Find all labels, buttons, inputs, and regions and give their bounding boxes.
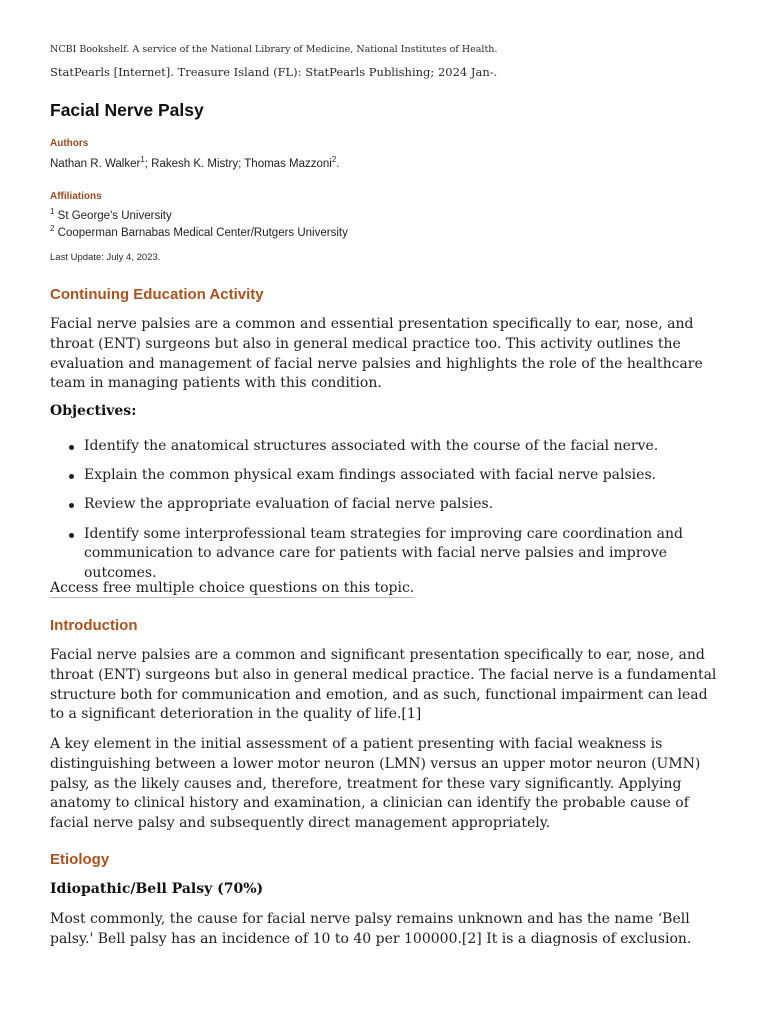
objective-item	[50, 495, 718, 515]
section-heading-continuing-education: Continuing Education Activity	[50, 286, 264, 303]
bullet-icon	[69, 503, 74, 508]
author-separator: .	[336, 158, 340, 170]
author-name[interactable]: Thomas Mazzoni	[244, 158, 332, 170]
section-heading-introduction: Introduction	[50, 617, 138, 634]
mcq-link[interactable]: Access free multiple choice questions on this topic.	[50, 580, 415, 596]
continuing-education-paragraph: Facial nerve palsies are a common and essential presentation specifically to ear, nose, and throat (ENT) surgeons but also in general medical practice too. This activity outlines the evaluation and management of facial nerve palsies and highlights the role of the healthcare team in managing patients with this condition.	[50, 316, 703, 392]
author-name[interactable]: Rakesh K. Mistry	[151, 158, 239, 170]
bullet-icon	[69, 533, 74, 538]
objective-text: Identify the anatomical structures associated with the course of the facial nerve.	[84, 438, 659, 454]
author-affiliation-number: 1	[140, 155, 145, 165]
introduction-paragraph: Facial nerve palsies are a common and significant presentation specifically to ear, nose, and throat (ENT) surgeons but also in general medical practice. The facial nerve is a fundamental structure both for communication and emotion, and as such, functional impairment can lead to a significant deterioration in the quality of life.[1]	[50, 647, 717, 723]
affiliation-item	[50, 224, 348, 239]
authors-line	[50, 155, 340, 170]
objective-item	[50, 525, 718, 584]
etiology-paragraph: Most commonly, the cause for facial nerve palsy remains unknown and has the name ‘Bell palsy.' Bell palsy has an incidence of 10 to 40 per 100000.[2] It is a diagnosis of exclusion.	[50, 911, 692, 947]
section-heading-etiology: Etiology	[50, 851, 110, 868]
introduction-paragraph: A key element in the initial assessment of a patient presenting with facial weakness is distinguishing between a lower motor neuron (LMN) versus an upper motor neuron (UMN) palsy, as the likely causes and, therefore, treatment for these vary significantly. Applying anatomy to clinical history and examination, a clinician can identify the probable cause of facial nerve palsy and subsequently direct management appropriately.	[50, 736, 701, 832]
affiliation-number: 1	[50, 207, 55, 217]
objective-text: Identify some interprofessional team strategies for improving care coordination and communication to advance care for patients with facial nerve palsies and improve outcomes.	[84, 525, 683, 582]
bullet-icon	[69, 474, 74, 479]
affiliations-heading: Affiliations	[50, 191, 102, 202]
affiliation-text: St George's University	[57, 210, 172, 222]
citation-line: StatPearls [Internet]. Treasure Island (FL): StatPearls Publishing; 2024 Jan-.	[50, 65, 498, 79]
affiliation-number: 2	[50, 224, 55, 234]
affiliation-text: Cooperman Barnabas Medical Center/Rutgers University	[57, 227, 348, 239]
page-title: Facial Nerve Palsy	[50, 100, 204, 120]
etiology-subheading: Idiopathic/Bell Palsy (70%)	[50, 881, 264, 897]
affiliation-item	[50, 207, 172, 222]
objective-text: Review the appropriate evaluation of facial nerve palsies.	[84, 496, 494, 513]
objective-item	[50, 466, 718, 486]
objective-text: Explain the common physical exam findings associated with facial nerve palsies.	[84, 467, 657, 484]
author-affiliation-number: 2	[331, 155, 337, 165]
author-separator: ;	[238, 158, 245, 170]
author-separator: ;	[144, 158, 152, 170]
objective-item	[50, 437, 718, 457]
last-update: Last Update: July 4, 2023.	[50, 252, 161, 263]
objectives-list	[50, 437, 718, 593]
source-line: NCBI Bookshelf. A service of the National Library of Medicine, National Institutes of Health.	[50, 44, 498, 55]
authors-heading: Authors	[50, 138, 89, 149]
author-name[interactable]: Nathan R. Walker	[50, 158, 141, 170]
bullet-icon	[69, 445, 74, 450]
objectives-label: Objectives:	[50, 403, 137, 419]
